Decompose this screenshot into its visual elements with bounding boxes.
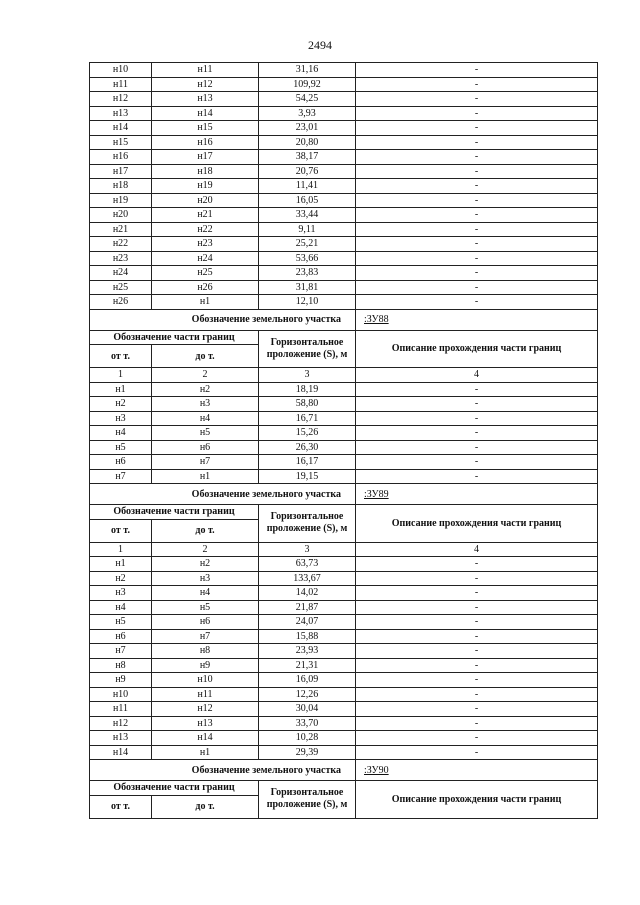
to-point-cell: н10 [152,673,259,688]
from-point-cell: н10 [90,63,152,78]
distance-cell: 31,16 [259,63,356,78]
distance-cell: 54,25 [259,92,356,107]
from-point-cell: н14 [90,745,152,760]
table-row [90,469,598,484]
page-number: 2494 [308,38,332,52]
description-cell: - [356,687,598,702]
table-row [90,745,598,760]
table-row [90,571,598,586]
to-point-cell: н6 [152,615,259,630]
distance-cell: 19,15 [259,469,356,484]
distance-cell: 58,80 [259,397,356,412]
to-point-cell: н13 [152,92,259,107]
description-header: Описание прохождения части границ [356,505,598,543]
description-cell: - [356,411,598,426]
to-point-cell: н21 [152,208,259,223]
description-cell: - [356,193,598,208]
table-row [90,600,598,615]
table-row [90,397,598,412]
column-number: 2 [152,368,259,383]
table-row [90,440,598,455]
table-row [90,455,598,470]
to-point-cell: н7 [152,629,259,644]
description-cell: - [356,426,598,441]
distance-cell: 12,26 [259,687,356,702]
from-point-cell: н8 [90,658,152,673]
column-number: 4 [356,542,598,557]
to-point-cell: н4 [152,411,259,426]
plot-label-row [90,760,598,781]
from-point-cell: н20 [90,208,152,223]
header-row [90,505,598,520]
description-cell: - [356,702,598,717]
to-header: до т. [152,519,259,542]
distance-cell: 63,73 [259,557,356,572]
distance-cell: 23,93 [259,644,356,659]
horizontal-header: Горизонтальное проложение (S), м [259,505,356,543]
from-point-cell: н12 [90,92,152,107]
description-cell: - [356,280,598,295]
to-point-cell: н8 [152,644,259,659]
to-point-cell: н11 [152,687,259,702]
plot-label-row [90,484,598,505]
description-cell: - [356,222,598,237]
to-point-cell: н20 [152,193,259,208]
to-point-cell: н2 [152,557,259,572]
table-row [90,716,598,731]
from-point-cell: н23 [90,251,152,266]
from-point-cell: н9 [90,673,152,688]
from-point-cell: н10 [90,687,152,702]
description-header: Описание прохождения части границ [356,330,598,368]
to-point-cell: н3 [152,571,259,586]
column-number: 1 [90,542,152,557]
to-point-cell: н19 [152,179,259,194]
table-row [90,295,598,310]
table-row [90,179,598,194]
column-number: 2 [152,542,259,557]
description-cell: - [356,251,598,266]
table-row [90,687,598,702]
distance-cell: 30,04 [259,702,356,717]
description-cell: - [356,164,598,179]
distance-cell: 3,93 [259,106,356,121]
from-point-cell: н4 [90,600,152,615]
to-point-cell: н17 [152,150,259,165]
to-point-cell: н14 [152,731,259,746]
from-point-cell: н12 [90,716,152,731]
to-point-cell: н11 [152,63,259,78]
distance-cell: 10,28 [259,731,356,746]
from-point-cell: н11 [90,702,152,717]
from-point-cell: н26 [90,295,152,310]
plot-label-row [90,309,598,330]
description-cell: - [356,745,598,760]
header-row [90,330,598,345]
from-point-cell: н13 [90,106,152,121]
table-row [90,615,598,630]
table-row [90,629,598,644]
to-point-cell: н5 [152,426,259,441]
distance-cell: 20,76 [259,164,356,179]
horizontal-header: Горизонтальное проложение (S), м [259,781,356,819]
distance-cell: 15,88 [259,629,356,644]
distance-cell: 21,87 [259,600,356,615]
to-point-cell: н15 [152,121,259,136]
distance-cell: 16,71 [259,411,356,426]
table-row [90,673,598,688]
part-designation-header: Обозначение части границ [90,781,259,796]
distance-cell: 23,83 [259,266,356,281]
to-point-cell: н12 [152,702,259,717]
description-cell: - [356,440,598,455]
from-point-cell: н3 [90,411,152,426]
from-point-cell: н18 [90,179,152,194]
table-row [90,193,598,208]
to-point-cell: н25 [152,266,259,281]
description-cell: - [356,106,598,121]
column-number-row [90,542,598,557]
plot-label: Обозначение земельного участка [90,484,356,505]
distance-cell: 24,07 [259,615,356,630]
description-cell: - [356,600,598,615]
table-row [90,382,598,397]
distance-cell: 23,01 [259,121,356,136]
from-header: от т. [90,795,152,818]
from-point-cell: н7 [90,469,152,484]
to-header: до т. [152,795,259,818]
to-point-cell: н23 [152,237,259,252]
distance-cell: 18,19 [259,382,356,397]
description-cell: - [356,135,598,150]
from-point-cell: н2 [90,397,152,412]
distance-cell: 53,66 [259,251,356,266]
table-row [90,586,598,601]
from-point-cell: н7 [90,644,152,659]
distance-cell: 14,02 [259,586,356,601]
column-number: 3 [259,368,356,383]
description-cell: - [356,77,598,92]
from-header: от т. [90,519,152,542]
to-point-cell: н12 [152,77,259,92]
table-row [90,164,598,179]
from-point-cell: н19 [90,193,152,208]
from-point-cell: н5 [90,615,152,630]
description-cell: - [356,397,598,412]
description-cell: - [356,629,598,644]
part-designation-header: Обозначение части границ [90,330,259,345]
distance-cell: 15,26 [259,426,356,441]
table-row [90,77,598,92]
table-row [90,121,598,136]
to-point-cell: н22 [152,222,259,237]
to-point-cell: н16 [152,135,259,150]
to-point-cell: н7 [152,455,259,470]
description-cell: - [356,673,598,688]
from-point-cell: н1 [90,557,152,572]
from-point-cell: н16 [90,150,152,165]
to-point-cell: н3 [152,397,259,412]
column-number: 4 [356,368,598,383]
to-point-cell: н6 [152,440,259,455]
table-row [90,266,598,281]
from-point-cell: н22 [90,237,152,252]
distance-cell: 11,41 [259,179,356,194]
from-point-cell: н21 [90,222,152,237]
from-point-cell: н14 [90,121,152,136]
from-point-cell: н17 [90,164,152,179]
description-cell: - [356,92,598,107]
distance-cell: 33,44 [259,208,356,223]
table-row [90,702,598,717]
from-point-cell: н3 [90,586,152,601]
table-row [90,731,598,746]
table-row [90,208,598,223]
part-designation-header: Обозначение части границ [90,505,259,520]
plot-label: Обозначение земельного участка [90,309,356,330]
distance-cell: 33,70 [259,716,356,731]
description-cell: - [356,731,598,746]
to-point-cell: н1 [152,295,259,310]
table-row [90,557,598,572]
table-row [90,106,598,121]
table-row [90,63,598,78]
description-header: Описание прохождения части границ [356,781,598,819]
table-row [90,426,598,441]
table-row [90,92,598,107]
description-cell: - [356,716,598,731]
description-cell: - [356,121,598,136]
boundary-table [89,62,598,819]
description-cell: - [356,295,598,310]
from-point-cell: н11 [90,77,152,92]
to-point-cell: н18 [152,164,259,179]
plot-label: Обозначение земельного участка [90,760,356,781]
distance-cell: 109,92 [259,77,356,92]
column-number: 1 [90,368,152,383]
table-row [90,280,598,295]
to-point-cell: н14 [152,106,259,121]
boundary-table-container [89,62,597,819]
distance-cell: 16,09 [259,673,356,688]
from-point-cell: н6 [90,629,152,644]
from-point-cell: н24 [90,266,152,281]
distance-cell: 133,67 [259,571,356,586]
from-point-cell: н25 [90,280,152,295]
description-cell: - [356,179,598,194]
table-row [90,150,598,165]
description-cell: - [356,469,598,484]
distance-cell: 29,39 [259,745,356,760]
plot-id: :ЗУ89 [356,484,598,505]
from-point-cell: н13 [90,731,152,746]
table-row [90,222,598,237]
to-point-cell: н24 [152,251,259,266]
distance-cell: 31,81 [259,280,356,295]
plot-id: :ЗУ90 [356,760,598,781]
to-point-cell: н13 [152,716,259,731]
column-number-row [90,368,598,383]
distance-cell: 16,17 [259,455,356,470]
table-row [90,135,598,150]
table-row [90,251,598,266]
from-point-cell: н2 [90,571,152,586]
description-cell: - [356,557,598,572]
description-cell: - [356,571,598,586]
from-point-cell: н4 [90,426,152,441]
to-point-cell: н2 [152,382,259,397]
to-point-cell: н26 [152,280,259,295]
from-point-cell: н1 [90,382,152,397]
description-cell: - [356,150,598,165]
table-row [90,237,598,252]
distance-cell: 16,05 [259,193,356,208]
description-cell: - [356,644,598,659]
distance-cell: 38,17 [259,150,356,165]
distance-cell: 20,80 [259,135,356,150]
description-cell: - [356,266,598,281]
to-point-cell: н1 [152,469,259,484]
table-row [90,658,598,673]
table-row [90,411,598,426]
horizontal-header: Горизонтальное проложение (S), м [259,330,356,368]
to-point-cell: н9 [152,658,259,673]
description-cell: - [356,382,598,397]
description-cell: - [356,63,598,78]
description-cell: - [356,658,598,673]
from-header: от т. [90,345,152,368]
plot-id: :ЗУ88 [356,309,598,330]
description-cell: - [356,237,598,252]
distance-cell: 12,10 [259,295,356,310]
from-point-cell: н5 [90,440,152,455]
description-cell: - [356,586,598,601]
distance-cell: 9,11 [259,222,356,237]
description-cell: - [356,208,598,223]
to-header: до т. [152,345,259,368]
to-point-cell: н5 [152,600,259,615]
distance-cell: 25,21 [259,237,356,252]
to-point-cell: н1 [152,745,259,760]
distance-cell: 26,30 [259,440,356,455]
table-row [90,644,598,659]
description-cell: - [356,455,598,470]
description-cell: - [356,615,598,630]
header-row [90,781,598,796]
distance-cell: 21,31 [259,658,356,673]
to-point-cell: н4 [152,586,259,601]
column-number: 3 [259,542,356,557]
from-point-cell: н6 [90,455,152,470]
from-point-cell: н15 [90,135,152,150]
